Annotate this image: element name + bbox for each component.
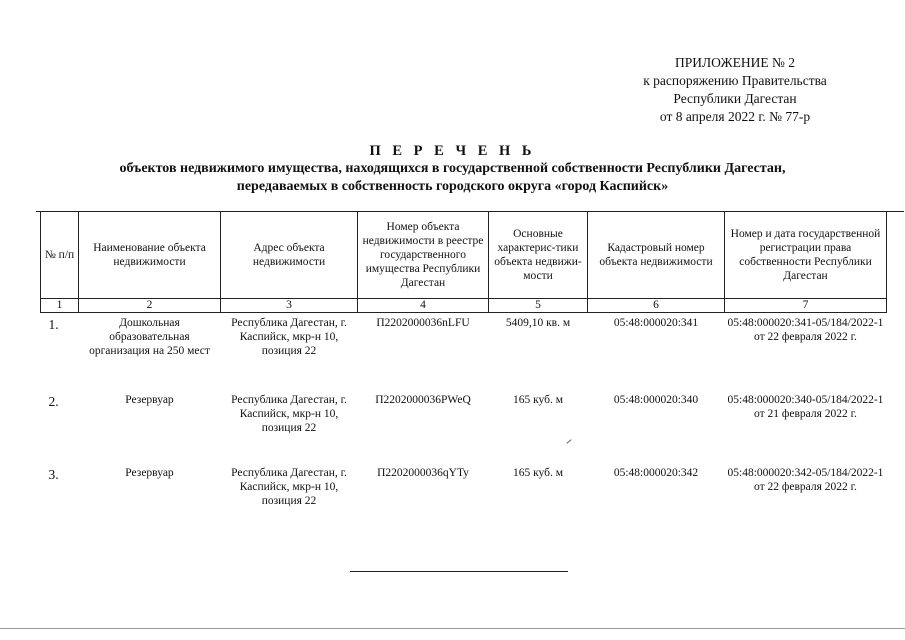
column-number: 7	[725, 299, 887, 313]
object-address: Республика Дагестан, г. Каспийск, мкр-н 10, позиция 22	[231, 394, 347, 434]
header-name: Наименование объекта недвижимости	[79, 212, 221, 299]
table-header-row	[41, 212, 887, 299]
cadastral-number: 05:48:000020:342	[613, 467, 699, 479]
column-number: 2	[79, 299, 221, 313]
row-number: 1.	[48, 317, 59, 332]
object-name: Резервуар	[125, 394, 174, 406]
object-characteristics: 165 куб. м	[512, 467, 564, 479]
registration-record: 05:48:000020:340-05/184/2022-1 от 21 февраля 2022 г.	[727, 394, 884, 420]
object-address: Республика Дагестан, г. Каспийск, мкр-н 10, позиция 22	[231, 317, 347, 357]
property-table	[40, 212, 887, 538]
header-cadastral: Кадастровый номер объекта недвижимости	[588, 212, 725, 299]
appendix-header	[600, 54, 870, 126]
cadastral-number: 05:48:000020:340	[613, 394, 699, 406]
row-number: 2.	[48, 394, 59, 409]
column-number: 3	[221, 299, 358, 313]
row-number: 3.	[48, 467, 59, 482]
header-registry: Номер объекта недвижимости в реестре государственного имущества Республики Дагестан	[358, 212, 489, 299]
object-characteristics: 5409,10 кв. м	[505, 317, 571, 329]
scan-edge-line	[0, 628, 905, 629]
registry-number: П2202000036qYTy	[377, 467, 469, 479]
header-number: № п/п	[41, 212, 79, 299]
table-row	[41, 313, 887, 391]
title-heading: П Е Р Е Ч Е Н Ь	[369, 143, 536, 159]
column-number-row	[41, 299, 887, 313]
appendix-decree-ref: к распоряжению Правительства	[643, 73, 827, 88]
registration-record: 05:48:000020:342-05/184/2022-1 от 22 февраля 2022 г.	[727, 467, 884, 493]
registration-record: 05:48:000020:341-05/184/2022-1 от 22 февраля 2022 г.	[727, 317, 884, 343]
table-row	[41, 463, 887, 538]
cadastral-number: 05:48:000020:341	[613, 317, 699, 329]
appendix-number: ПРИЛОЖЕНИЕ № 2	[674, 55, 796, 70]
header-characteristics: Основные характерис-тики объекта недвижи-мости	[489, 212, 588, 299]
title-line-1: объектов недвижимого имущества, находящихся в государственной собственности Республики Дагестан,	[119, 161, 786, 176]
registry-number: П2202000036PWeQ	[375, 394, 471, 406]
registry-number: П2202000036nLFU	[376, 317, 470, 329]
column-number: 4	[358, 299, 489, 313]
table-row	[41, 390, 887, 463]
closing-rule	[350, 571, 568, 572]
column-number: 6	[588, 299, 725, 313]
title-line-2: передаваемых в собственность городского округа «город Каспийск»	[236, 179, 669, 194]
object-address: Республика Дагестан, г. Каспийск, мкр-н 10, позиция 22	[231, 467, 347, 507]
column-number: 5	[489, 299, 588, 313]
appendix-republic: Республики Дагестан	[673, 91, 797, 106]
column-number: 1	[41, 299, 79, 313]
object-name: Дошкольная образовательная организация на 250 мест	[89, 317, 210, 357]
appendix-date: от 8 апреля 2022 г. № 77-р	[659, 109, 811, 124]
header-address: Адрес объекта недвижимости	[221, 212, 358, 299]
object-name: Резервуар	[125, 467, 174, 479]
header-registration: Номер и дата государственной регистрации права собственности Республики Дагестан	[725, 212, 887, 299]
object-characteristics: 165 куб. м	[512, 394, 564, 406]
document-title	[0, 142, 905, 196]
